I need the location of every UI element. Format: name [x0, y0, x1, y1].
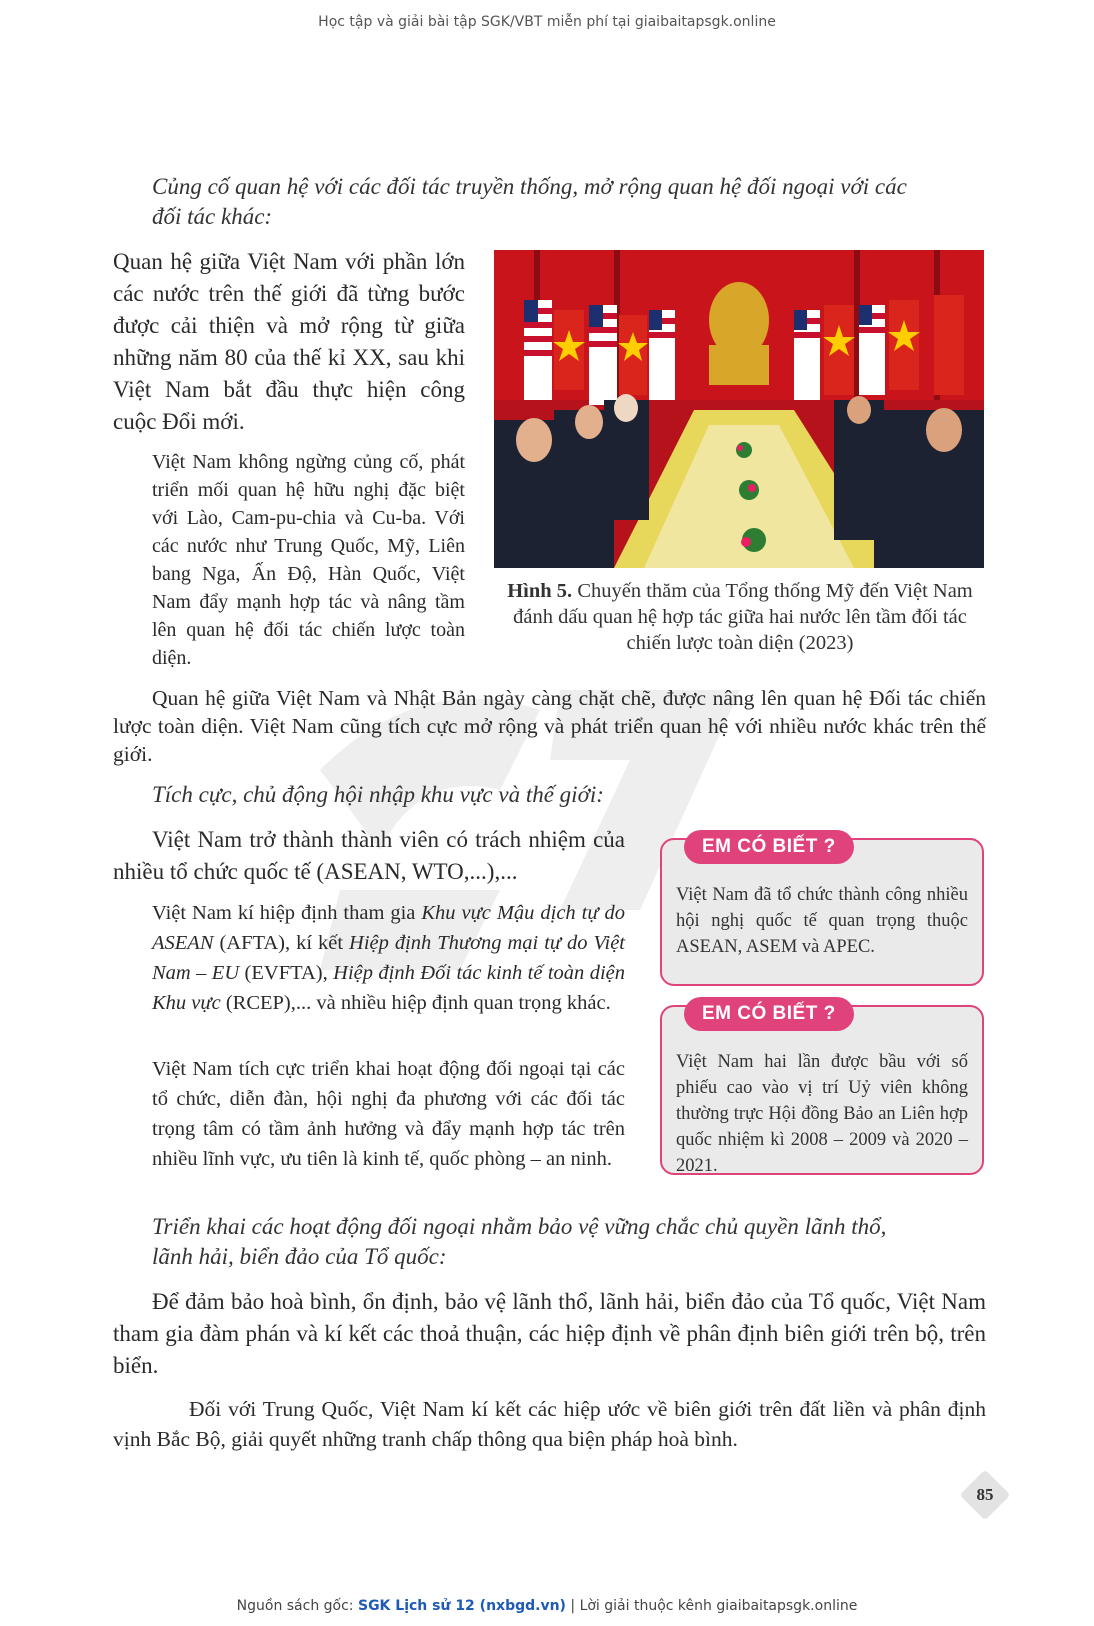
header-note: Học tập và giải bài tập SGK/VBT miễn phí tại giaibaitapsgk.online	[318, 14, 776, 30]
figure-5-caption	[500, 578, 980, 656]
figure-caption-text: Chuyến thăm của Tổng thống Mỹ đến Việt Nam đánh dấu quan hệ hợp tác giữa hai nước lên tầm đối tác chiến lược toàn diện (2023)	[513, 580, 973, 654]
paragraph-border-negotiations: Để đảm bảo hoà bình, ổn định, bảo vệ lãnh thổ, lãnh hải, biển đảo của Tổ quốc, Việt Nam tham gia đàm phán và kí kết các thoả thuận, các hiệp định về phân định biên giới trên bộ, trên biển.	[113, 1289, 986, 1378]
figure-5-photo	[494, 250, 984, 568]
section-heading-sovereignty: Triển khai các hoạt động đối ngoại nhằm bảo vệ vững chắc chủ quyền lãnh thổ, lãnh hải, biển đảo của Tổ quốc:	[152, 1214, 887, 1269]
did-you-know-tag: EM CÓ BIẾT ?	[684, 997, 854, 1031]
paragraph-multilateral-activities: Việt Nam tích cực triển khai hoạt động đối ngoại tại các tổ chức, diễn đàn, hội nghị đa phương với các đối tác trọng tâm có tầm ảnh hưởng và đẩy mạnh hợp tác trên nhiều lĩnh vực, ưu tiên là kinh tế, quốc phòng – an ninh.	[152, 1058, 625, 1170]
did-you-know-box-1	[660, 838, 984, 986]
page-number: 85	[976, 1485, 994, 1504]
paragraph-relations-intro: Quan hệ giữa Việt Nam với phần lớn các nước trên thế giới đã từng bước được cải thiện và mở rộng từ giữa những năm 80 của thế kỉ XX, sau khi Việt Nam bắt đầu thực hiện công cuộc Đổi mới.	[113, 249, 465, 434]
paragraph-japan-relations: Quan hệ giữa Việt Nam và Nhật Bản ngày càng chặt chẽ, được nâng lên quan hệ Đối tác chiến lược toàn diện. Việt Nam cũng tích cực mở rộng và phát triển quan hệ với nhiều nước khác trên thế giới.	[113, 686, 986, 766]
paragraph-trade-agreements: Việt Nam kí hiệp định tham gia Khu vực Mậu dịch tự do ASEAN (AFTA), kí kết Hiệp định Thương mại tự do Việt Nam – EU (EVFTA), Hiệp định Đối tác kinh tế toàn diện Khu vực (RCEP),... và nhiều hiệp định quan trọng khác.	[152, 902, 625, 1014]
state-visit-photo-illustration	[494, 250, 984, 568]
source-link[interactable]: SGK Lịch sử 12 (nxbgd.vn)	[357, 1598, 566, 1614]
paragraph-china-border: Đối với Trung Quốc, Việt Nam kí kết các hiệp ước về biên giới trên đất liền và phân định vịnh Bắc Bộ, giải quyết những tranh chấp thông qua biện pháp hoà bình.	[113, 1397, 986, 1451]
footer-note: Nguồn sách gốc: SGK Lịch sử 12 (nxbgd.vn) | Lời giải thuộc kênh giaibaitapsgk.online	[236, 1598, 858, 1614]
figure-label: Hình 5.	[507, 580, 573, 602]
paragraph-international-membership: Việt Nam trở thành thành viên có trách nhiệm của nhiều tổ chức quốc tế (ASEAN, WTO,...),...	[113, 827, 625, 884]
section-heading-traditional-partners: Củng cố quan hệ với các đối tác truyền thống, mở rộng quan hệ đối ngoại với các đối tác khác:	[152, 174, 907, 229]
did-you-know-text: Việt Nam đã tổ chức thành công nhiều hội nghị quốc tế quan trọng thuộc ASEAN, ASEM và APEC.	[676, 885, 968, 957]
section-heading-integration: Tích cực, chủ động hội nhập khu vực và thế giới:	[152, 782, 604, 807]
did-you-know-box-2	[660, 1005, 984, 1175]
did-you-know-tag: EM CÓ BIẾT ?	[684, 830, 854, 864]
did-you-know-text: Việt Nam hai lần được bầu với số phiếu cao vào vị trí Uỷ viên không thường trực Hội đồng Bảo an Liên hợp quốc nhiệm kì 2008 – 2009 và 2020 – 2021.	[676, 1052, 968, 1176]
paragraph-strategic-partners: Việt Nam không ngừng củng cố, phát triển mối quan hệ hữu nghị đặc biệt với Lào, Cam-pu-chia và Cu-ba. Với các nước như Trung Quốc, Mỹ, Liên bang Nga, Ấn Độ, Hàn Quốc, Việt Nam đẩy mạnh hợp tác và nâng tầm lên quan hệ đối tác chiến lược toàn diện.	[152, 451, 465, 669]
